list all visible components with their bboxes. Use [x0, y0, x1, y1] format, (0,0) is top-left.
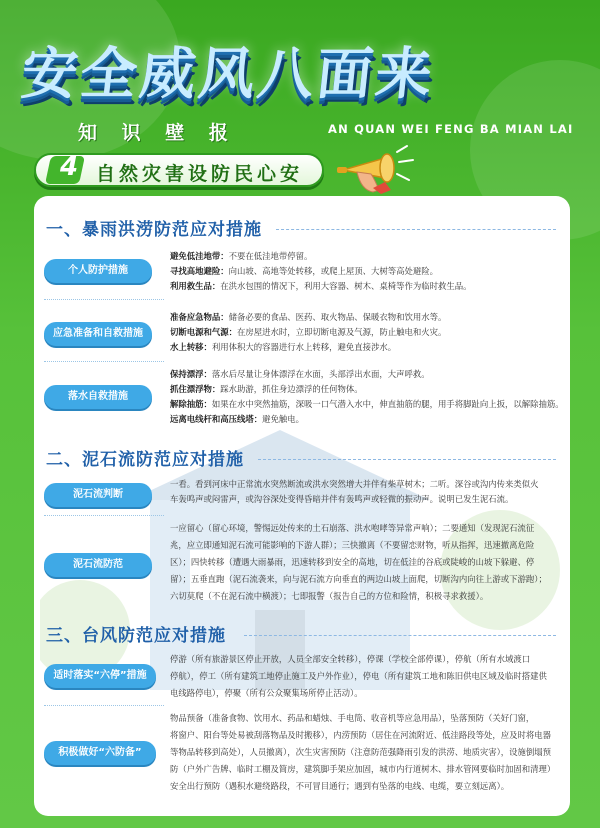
label-personal-protection: 个人防护措施 [44, 259, 152, 283]
heading-debris-flow: 二、泥石流防范应对措施 [46, 450, 244, 470]
item-row [170, 398, 570, 411]
item-row [170, 368, 570, 381]
dotted-separator [44, 705, 164, 706]
item-value: 踩水助游，抓住身边漂浮的任何物体。 [220, 384, 363, 394]
poster-subtitle: 知 识 壁 报 [78, 122, 237, 144]
item-key: 避免低洼地带： [170, 251, 229, 261]
item-value: 在房屋进水时，立即切断电源及气源，防止触电和火灾。 [237, 327, 447, 337]
item-row [170, 311, 570, 324]
item-row [170, 326, 570, 339]
text-line: 兆，应立即通知泥石流可能影响的下游人群）；三快撤离（不要留恋财物，听从指挥，迅速撤离危险 [170, 540, 535, 550]
trumpet-icon [335, 140, 425, 195]
item-value: 避免触电。 [262, 414, 304, 424]
text-line: 电线路停电），停聚（所有公众聚集场所停止活动）。 [170, 688, 363, 698]
label-debris-prevention: 泥石流防范 [44, 553, 152, 577]
item-value: 储备必要的食品、医药、取火物品、保暖衣物和饮用水等。 [228, 312, 447, 322]
item-row [170, 280, 570, 293]
label-six-preparations: 积极做好“六防备” [44, 741, 156, 765]
label-drowning-self-rescue: 落水自救措施 [44, 385, 152, 409]
text-line: 一看。看到河床中正常流水突然断流或洪水突然增大并伴有柴草树木；二听。深谷或沟内传来类似火 [170, 479, 539, 489]
heading-typhoon: 三、台风防范应对措施 [46, 626, 226, 646]
item-value: 如果在水中突然抽筋，深吸一口气潜入水中，伸直抽筋的腿，用手将脚趾向上扳，以解除抽筋。 [211, 399, 564, 409]
item-key: 水上转移： [170, 342, 212, 352]
item-key: 解除抽筋： [170, 399, 212, 409]
item-key: 远离电线杆和高压线塔： [170, 414, 263, 424]
text-line: 区）；四快转移（遭遇大雨暴雨，迅速转移到安全的高地，切在低洼的谷底或陡峻的山坡下躲避、停 [170, 557, 535, 567]
item-row [170, 383, 570, 396]
text-line: 安全出行预防（遇积水避绕路段，不可冒目通行；遇到有坠落的电线、电缆，要立刻远离）。 [170, 781, 510, 791]
text-line: 停航），停工（所有建筑工地停止施工及户外作业），停电（所有建筑工地和陈旧供电区域及临时搭建供 [170, 671, 547, 681]
poster-title: 安全威风八面来 [18, 42, 439, 107]
item-key: 利用救生品： [170, 281, 221, 291]
item-value: 落水后尽量让身体漂浮在水面，头部浮出水面，大声呼救。 [211, 369, 430, 379]
text-line: 留）；五垂直跑（泥石流袭来，向与泥石流方向垂直的两边山坡上面爬，切断沟内向往上游或下游跑）； [170, 574, 547, 584]
dotted-separator [44, 361, 164, 362]
label-debris-judge: 泥石流判断 [44, 483, 152, 507]
text-line: 一应留心（留心环境，警惕远处传来的土石崩落、洪水咆哮等异常声响）；二要通知（发现泥石流征 [170, 523, 535, 533]
heading-divider [276, 229, 556, 230]
item-row [170, 265, 570, 278]
label-emergency-self-rescue: 应急准备和自救措施 [44, 322, 152, 346]
text-line: 物品预备（准备食物、饮用水、药品和蜡烛、手电筒、收音机等应急用品），坠落预防（关好门窗， [170, 713, 535, 723]
item-value: 利用体积大的容器进行水上转移，避免直接涉水。 [211, 342, 397, 352]
heading-divider [244, 635, 556, 636]
section-number: 4 [59, 152, 79, 182]
item-value: 在洪水包围的情况下，利用大容器、树木、桌椅等作为临时救生品。 [220, 281, 472, 291]
section-label: 自然灾害设防民心安 [96, 163, 304, 185]
poster-subtitle-pinyin: AN QUAN WEI FENG BA MIAN LAI [328, 122, 574, 136]
text-line: 六切莫爬（不在泥石流中横渡）；七即报警（报告自己的方位和险情，积极寻求救援）。 [170, 591, 489, 601]
text-line: 停游（所有旅游景区停止开放，人员全部安全转移），停课（学校全部停课），停航（所有水域渡口 [170, 654, 531, 664]
heading-divider [258, 459, 556, 460]
item-key: 寻找高地避险： [170, 266, 229, 276]
text-line: 车轰鸣声或闷雷声，或沟谷深处变得昏暗并伴有轰鸣声或轻微的振动声。说明已发生泥石流。 [170, 494, 514, 504]
item-key: 切断电源和气源： [170, 327, 237, 337]
text-line: 将窗户、阳台等处易被刮落物品及时搬移），内涝预防（居住在河流附近、低洼路段等处，应及时将电器 [170, 730, 552, 740]
item-value: 不要在低洼地带停留。 [228, 251, 313, 261]
dotted-separator [44, 299, 164, 300]
item-row [170, 413, 570, 426]
item-key: 保持漂浮： [170, 369, 212, 379]
item-key: 准备应急物品： [170, 312, 229, 322]
item-row [170, 341, 570, 354]
text-line: 防（户外广告牌、临时工棚及简房，建筑脚手架应加固，城市内行道树木、排水管网要临时加固和清理） [170, 764, 556, 774]
dotted-separator [44, 515, 164, 516]
item-row [170, 250, 570, 263]
text-line: 等物品转移到高处），人员撤离），次生灾害预防（注意防范强降雨引发的洪涝、地质灾害），设施倒塌预 [170, 747, 552, 757]
label-six-stops: 适时落实“六停”措施 [44, 664, 156, 688]
item-value: 向山坡、高地等处转移，或爬上屋顶、大树等高处避险。 [228, 266, 438, 276]
heading-rainstorm: 一、暴雨洪涝防范应对措施 [46, 220, 262, 240]
item-key: 抓住漂浮物： [170, 384, 221, 394]
